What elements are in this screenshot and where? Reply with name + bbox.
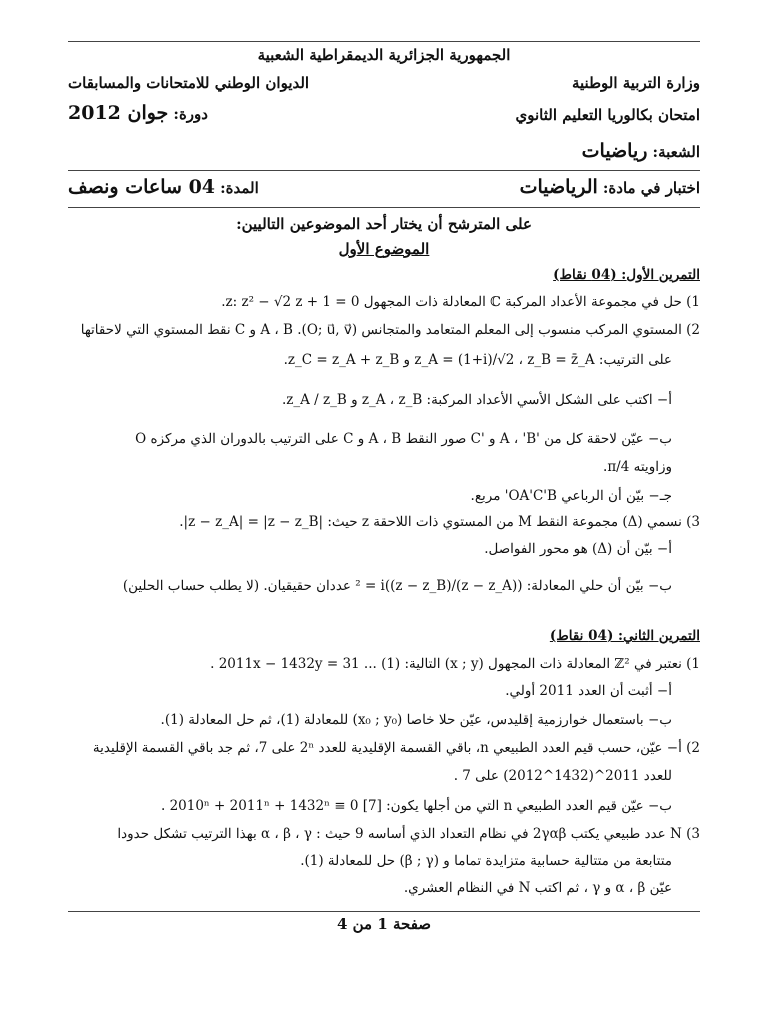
- ex2-line-5: للعدد 2011^(1432^2012) على 7 .: [453, 768, 672, 784]
- subject-value: الرياضيات: [519, 176, 598, 198]
- republic-title: الجمهورية الجزائرية الديمقراطية الشعبية: [257, 46, 511, 64]
- ex1-line-5: ب− عيّن لاحقة كل من 'A ، 'B و 'C صور النقط A ، B و C على الترتيب بالدوران الذي مركزه O: [135, 431, 672, 447]
- exam-office: الديوان الوطني للامتحانات والمسابقات: [68, 74, 310, 92]
- duration-label: المدة:: [220, 179, 259, 197]
- ex2-line-2: أ− أثبت أن العدد 2011 أولي.: [505, 683, 672, 699]
- branch: [582, 140, 700, 162]
- exam-page: [68, 0, 700, 1024]
- ex1-line-3: على الترتيب: z_A = (1+i)/√2 ، z_B = z̄_A و z_C = z_A + z_B.: [283, 352, 672, 368]
- ex1-line-4: أ− اكتب على الشكل الأسي الأعداد المركبة: z_A ، z_B و z_A / z_B.: [281, 392, 672, 408]
- branch-value: رياضيات: [581, 140, 648, 162]
- ex2-line-3: ب− باستعمال خوارزمية إقليدس، عيّن حلا خاصا (x₀ ; y₀) للمعادلة (1)، ثم حل المعادلة (1).: [160, 712, 672, 728]
- subject: [520, 176, 700, 198]
- ex2-line-8: متتابعة من متتالية حسابية متزايدة تماما و (β ; γ) حل للمعادلة (1).: [300, 853, 672, 869]
- session-value: جوان 2012: [68, 102, 169, 124]
- exercise-2-title: التمرين الثاني: (04 نقاط): [549, 628, 700, 644]
- topic-title: الموضوع الأول: [338, 240, 430, 258]
- ex1-line-1: 1) حل في مجموعة الأعداد المركبة ℂ المعادلة ذات المجهول z: z² − √2 z + 1 = 0.: [221, 294, 700, 310]
- ex1-line-7: جـ− بيّن أن الرباعي OA'C'B' مربع.: [470, 488, 672, 504]
- ex2-line-1: 1) نعتبر في ℤ² المعادلة ذات المجهول (x ; y) التالية: 2011x − 1432y = 31 ... (1) .: [210, 656, 700, 672]
- footer-rule: [68, 911, 700, 912]
- exam-name: امتحان بكالوريا التعليم الثانوي: [515, 106, 700, 124]
- ex2-line-9: عيّن α ، β و γ ، ثم اكتب N في النظام العشري.: [403, 880, 672, 896]
- ex2-line-6: ب− عيّن قيم العدد الطبيعي n التي من أجلها يكون: 2010ⁿ + 2011ⁿ + 1432ⁿ ≡ 0 [7] .: [160, 798, 672, 814]
- branch-label: الشعبة:: [652, 143, 700, 161]
- header-rule: [68, 170, 700, 171]
- ex1-line-10: ب− بيّن أن حلي المعادلة: ((z − z_A)/(z − z_B))² = i عددان حقيقيان. (لا يطلب حساب الحلين): [122, 578, 672, 594]
- ex2-line-4: 2) أ− عيّن، حسب قيم العدد الطبيعي n، باقي القسمة الإقليدية للعدد 2ⁿ على 7، ثم جد باقي القسمة الإقليدية: [92, 740, 700, 756]
- ministry-name: وزارة التربية الوطنية: [571, 74, 700, 92]
- ex1-line-9: أ− بيّن أن (Δ) هو محور الفواصل.: [484, 541, 672, 557]
- ex1-line-2: 2) المستوي المركب منسوب إلى المعلم المتعامد والمتجانس (O; u⃗, v⃗). A ، B و C نقط المستوي التي لاحقاتها: [80, 322, 700, 338]
- exercise-1-title: التمرين الأول: (04 نقاط): [553, 267, 700, 283]
- subject-rule: [68, 207, 700, 208]
- top-rule: [68, 41, 700, 42]
- instruction: على المترشح أن يختار أحد الموضوعين التاليين:: [236, 215, 532, 233]
- ex1-line-8: 3) نسمي (Δ) مجموعة النقط M من المستوي ذات اللاحقة z حيث: |z − z_A| = |z − z_B|.: [179, 514, 700, 530]
- duration-value: 04 ساعات ونصف: [68, 176, 216, 198]
- ex1-line-6: وزاويته π/4.: [603, 459, 672, 475]
- subject-label: اختبار في مادة:: [602, 179, 700, 197]
- ex2-line-7: 3) N عدد طبيعي يكتب 2γαβ في نظام التعداد الذي أساسه 9 حيث : α ، β ، γ بهذا الترتيب تشكل حدودا: [117, 826, 700, 842]
- session-label: دورة:: [173, 105, 208, 123]
- page-number: صفحة 1 من 4: [336, 915, 432, 933]
- duration: [68, 176, 259, 198]
- session: [68, 102, 208, 124]
